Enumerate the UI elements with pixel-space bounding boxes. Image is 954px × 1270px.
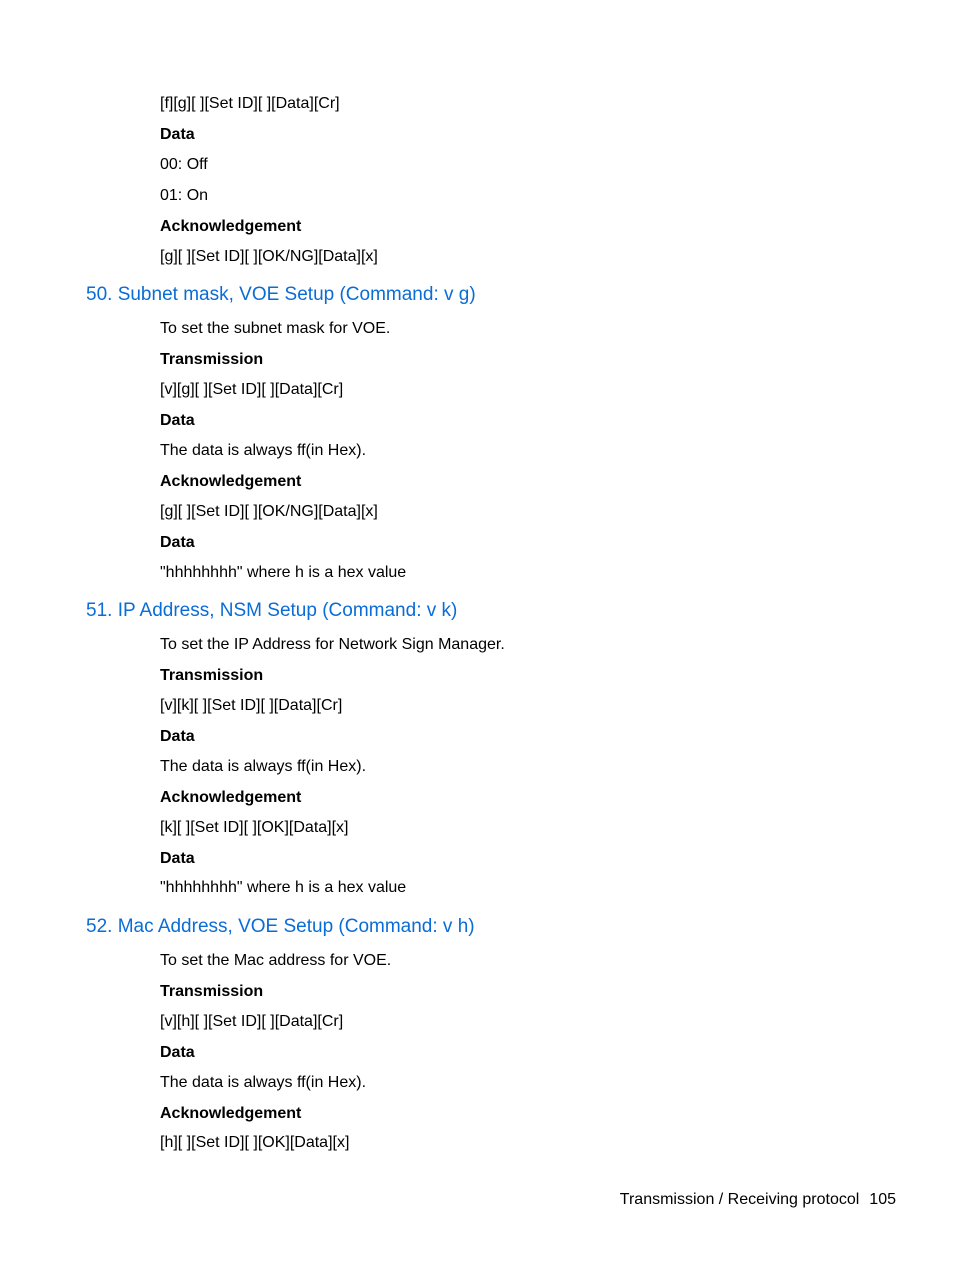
intro-line-2: 00: Off (160, 156, 208, 173)
section-label: Data (160, 850, 195, 867)
section-line: To set the IP Address for Network Sign Manager. (160, 636, 505, 653)
page-number: 105 (869, 1191, 896, 1208)
section-line: [h][ ][Set ID][ ][OK][Data][x] (160, 1134, 350, 1151)
section-line: [g][ ][Set ID][ ][OK/NG][Data][x] (160, 503, 378, 520)
section-line: [v][g][ ][Set ID][ ][Data][Cr] (160, 381, 344, 398)
footer-section-title: Transmission / Receiving protocol (619, 1191, 860, 1208)
section-label: Data (160, 728, 195, 745)
section-line: [k][ ][Set ID][ ][OK][Data][x] (160, 819, 349, 836)
section-label: Acknowledgement (160, 789, 302, 806)
section-line: [v][h][ ][Set ID][ ][Data][Cr] (160, 1013, 344, 1030)
section-line: The data is always ff(in Hex). (160, 1074, 367, 1091)
section-line: "hhhhhhhh" where h is a hex value (160, 564, 407, 581)
section-heading: 51. IP Address, NSM Setup (Command: v k) (86, 600, 458, 621)
section-label: Acknowledgement (160, 1105, 302, 1122)
section-label: Transmission (160, 351, 264, 368)
intro-line-4-label: Acknowledgement (160, 218, 302, 235)
section-line: The data is always ff(in Hex). (160, 758, 367, 775)
section-label: Acknowledgement (160, 473, 302, 490)
section-label: Transmission (160, 667, 264, 684)
section-line: "hhhhhhhh" where h is a hex value (160, 879, 407, 896)
section-heading: 52. Mac Address, VOE Setup (Command: v h) (86, 916, 475, 937)
section-label: Transmission (160, 983, 264, 1000)
intro-line-3: 01: On (160, 187, 209, 204)
section-line: To set the subnet mask for VOE. (160, 320, 391, 337)
section-label: Data (160, 534, 195, 551)
section-line: To set the Mac address for VOE. (160, 952, 392, 969)
intro-line-0: [f][g][ ][Set ID][ ][Data][Cr] (160, 95, 340, 112)
section-line: [v][k][ ][Set ID][ ][Data][Cr] (160, 697, 343, 714)
page-footer (620, 1190, 896, 1210)
section-label: Data (160, 412, 195, 429)
intro-line-1-label: Data (160, 126, 195, 143)
section-line: The data is always ff(in Hex). (160, 442, 367, 459)
section-label: Data (160, 1044, 195, 1061)
intro-line-5: [g][ ][Set ID][ ][OK/NG][Data][x] (160, 248, 378, 265)
section-heading: 50. Subnet mask, VOE Setup (Command: v g) (86, 284, 476, 305)
